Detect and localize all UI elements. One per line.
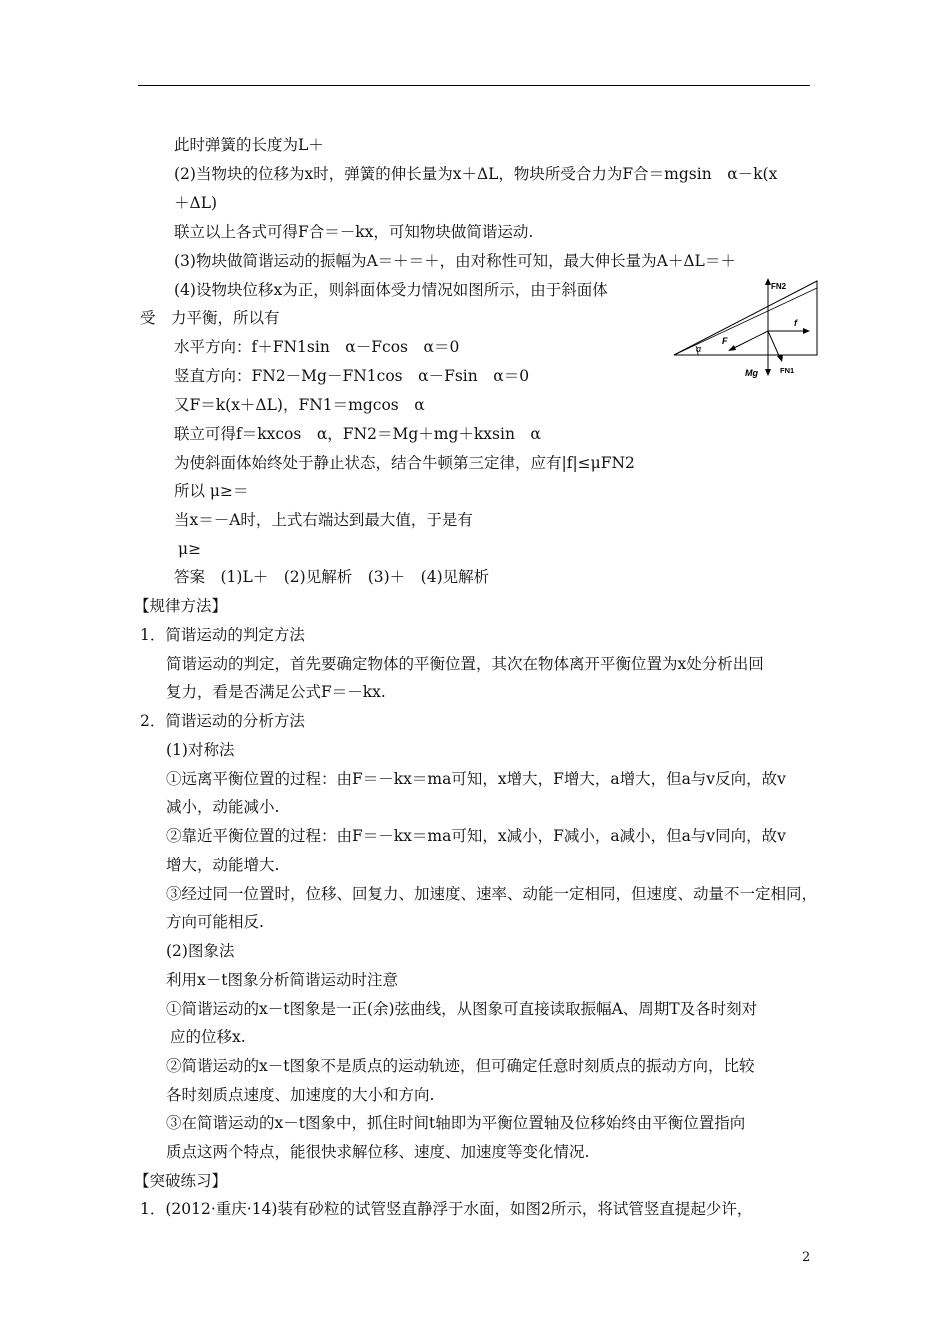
text-line: ①简谐运动的x－t图象是一正(余)弦曲线，从图象可直接读取振幅A、周期T及各时刻对 [166,1000,758,1018]
text-line: ＋ΔL) [174,194,218,212]
text-line: 答案 (1)L＋ (2)见解析 (3)＋ (4)见解析 [174,568,490,586]
header-rule [138,85,810,86]
text-line: 水平方向：f＋FN1sin α－Fcos α＝0 [174,338,460,356]
text-line: ③经过同一位置时，位移、回复力、加速度、速率、动能一定相同，但速度、动量不一定相同， [166,885,818,903]
text-line: 所以 μ≥＝ [174,482,249,500]
label-mg: Mg [745,368,758,378]
fn1-arrow [768,331,780,358]
text-line: 简谐运动的判定，首先要确定物体的平衡位置，其次在物体离开平衡位置为x处分析出回 [166,655,764,673]
text-line: 复力，看是否满足公式F＝－kx. [166,683,386,701]
f-big-arrowhead [728,345,736,351]
mg-arrowhead [765,369,771,376]
text-line: μ≥ [178,540,202,558]
label-fn2: FN2 [771,282,787,291]
text-line: 方向可能相反. [166,913,264,931]
text-line: 2．简谐运动的分析方法 [140,712,305,730]
incline-force-diagram [670,276,830,386]
text-line: 增大，动能增大. [166,856,280,874]
text-line: 1．简谐运动的判定方法 [140,626,305,644]
text-line: (3)物块做简谐运动的振幅为A＝＋＝＋，由对称性可知，最大伸长量为A＋ΔL＝＋ [174,252,736,270]
fn1-arrowhead [777,355,783,362]
f-arrowhead [803,328,810,334]
page-number: 2 [802,1250,811,1265]
text-line: 联立以上各式可得F合＝－kx，可知物块做简谐运动. [174,223,534,241]
text-line: 竖直方向：FN2－Mg－FN1cos α－Fsin α＝0 [174,367,530,385]
text-line: (1)对称法 [166,741,235,759]
text-line: 受 力平衡，所以有 [140,309,280,327]
text-line: 当x＝－A时，上式右端达到最大值，于是有 [174,511,473,529]
text-line: (4)设物块位移x为正，则斜面体受力情况如图所示，由于斜面体 [174,281,608,299]
text-line: 【规律方法】 [134,597,228,615]
text-line: 应的位移x. [170,1028,246,1046]
text-line: (2)当物块的位移为x时，弹簧的伸长量为x＋ΔL，物块所受合力为F合＝mgsin α－k(x [174,165,778,183]
label-f-small: f [794,318,797,328]
text-line: 为使斜面体始终处于静止状态，结合牛顿第三定律，应有|f|≤μFN2 [174,454,635,472]
text-line: ①远离平衡位置的过程：由F＝－kx＝ma可知，x增大，F增大，a增大，但a与v反向，故v [166,770,786,788]
text-line: ③在简谐运动的x－t图象中，抓住时间t轴即为平衡位置轴及位移始终由平衡位置指向 [166,1114,746,1132]
label-alpha: α [696,344,702,354]
text-line: 又F＝k(x＋ΔL)，FN1＝mgcos α [174,396,425,414]
label-fn1: FN1 [780,366,795,375]
text-line: 减小，动能减小. [166,798,280,816]
label-f-big: F [722,336,728,346]
text-line: (2)图象法 [166,942,235,960]
text-line: 联立可得f＝kxcos α，FN2＝Mg＋mg＋kxsin α [174,425,541,443]
text-line: 此时弹簧的长度为L＋ [174,136,324,154]
text-line: ②靠近平衡位置的过程：由F＝－kx＝ma可知，x减小，F减小，a减小，但a与v同向，故v [166,827,786,845]
text-line: 【突破练习】 [134,1172,228,1190]
text-line: ②简谐运动的x－t图象不是质点的运动轨迹，但可确定任意时刻质点的振动方向，比较 [166,1057,755,1075]
text-line: 各时刻质点速度、加速度的大小和方向. [166,1086,435,1104]
text-line: 1．(2012·重庆·14)装有砂粒的试管竖直静浮于水面，如图2所示，将试管竖直提起少许， [140,1200,753,1218]
text-line: 利用x－t图象分析简谐运动时注意 [166,971,398,989]
text-line: 质点这两个特点，能很快求解位移、速度、加速度等变化情况. [166,1143,590,1161]
f-big-arrow [732,331,768,349]
